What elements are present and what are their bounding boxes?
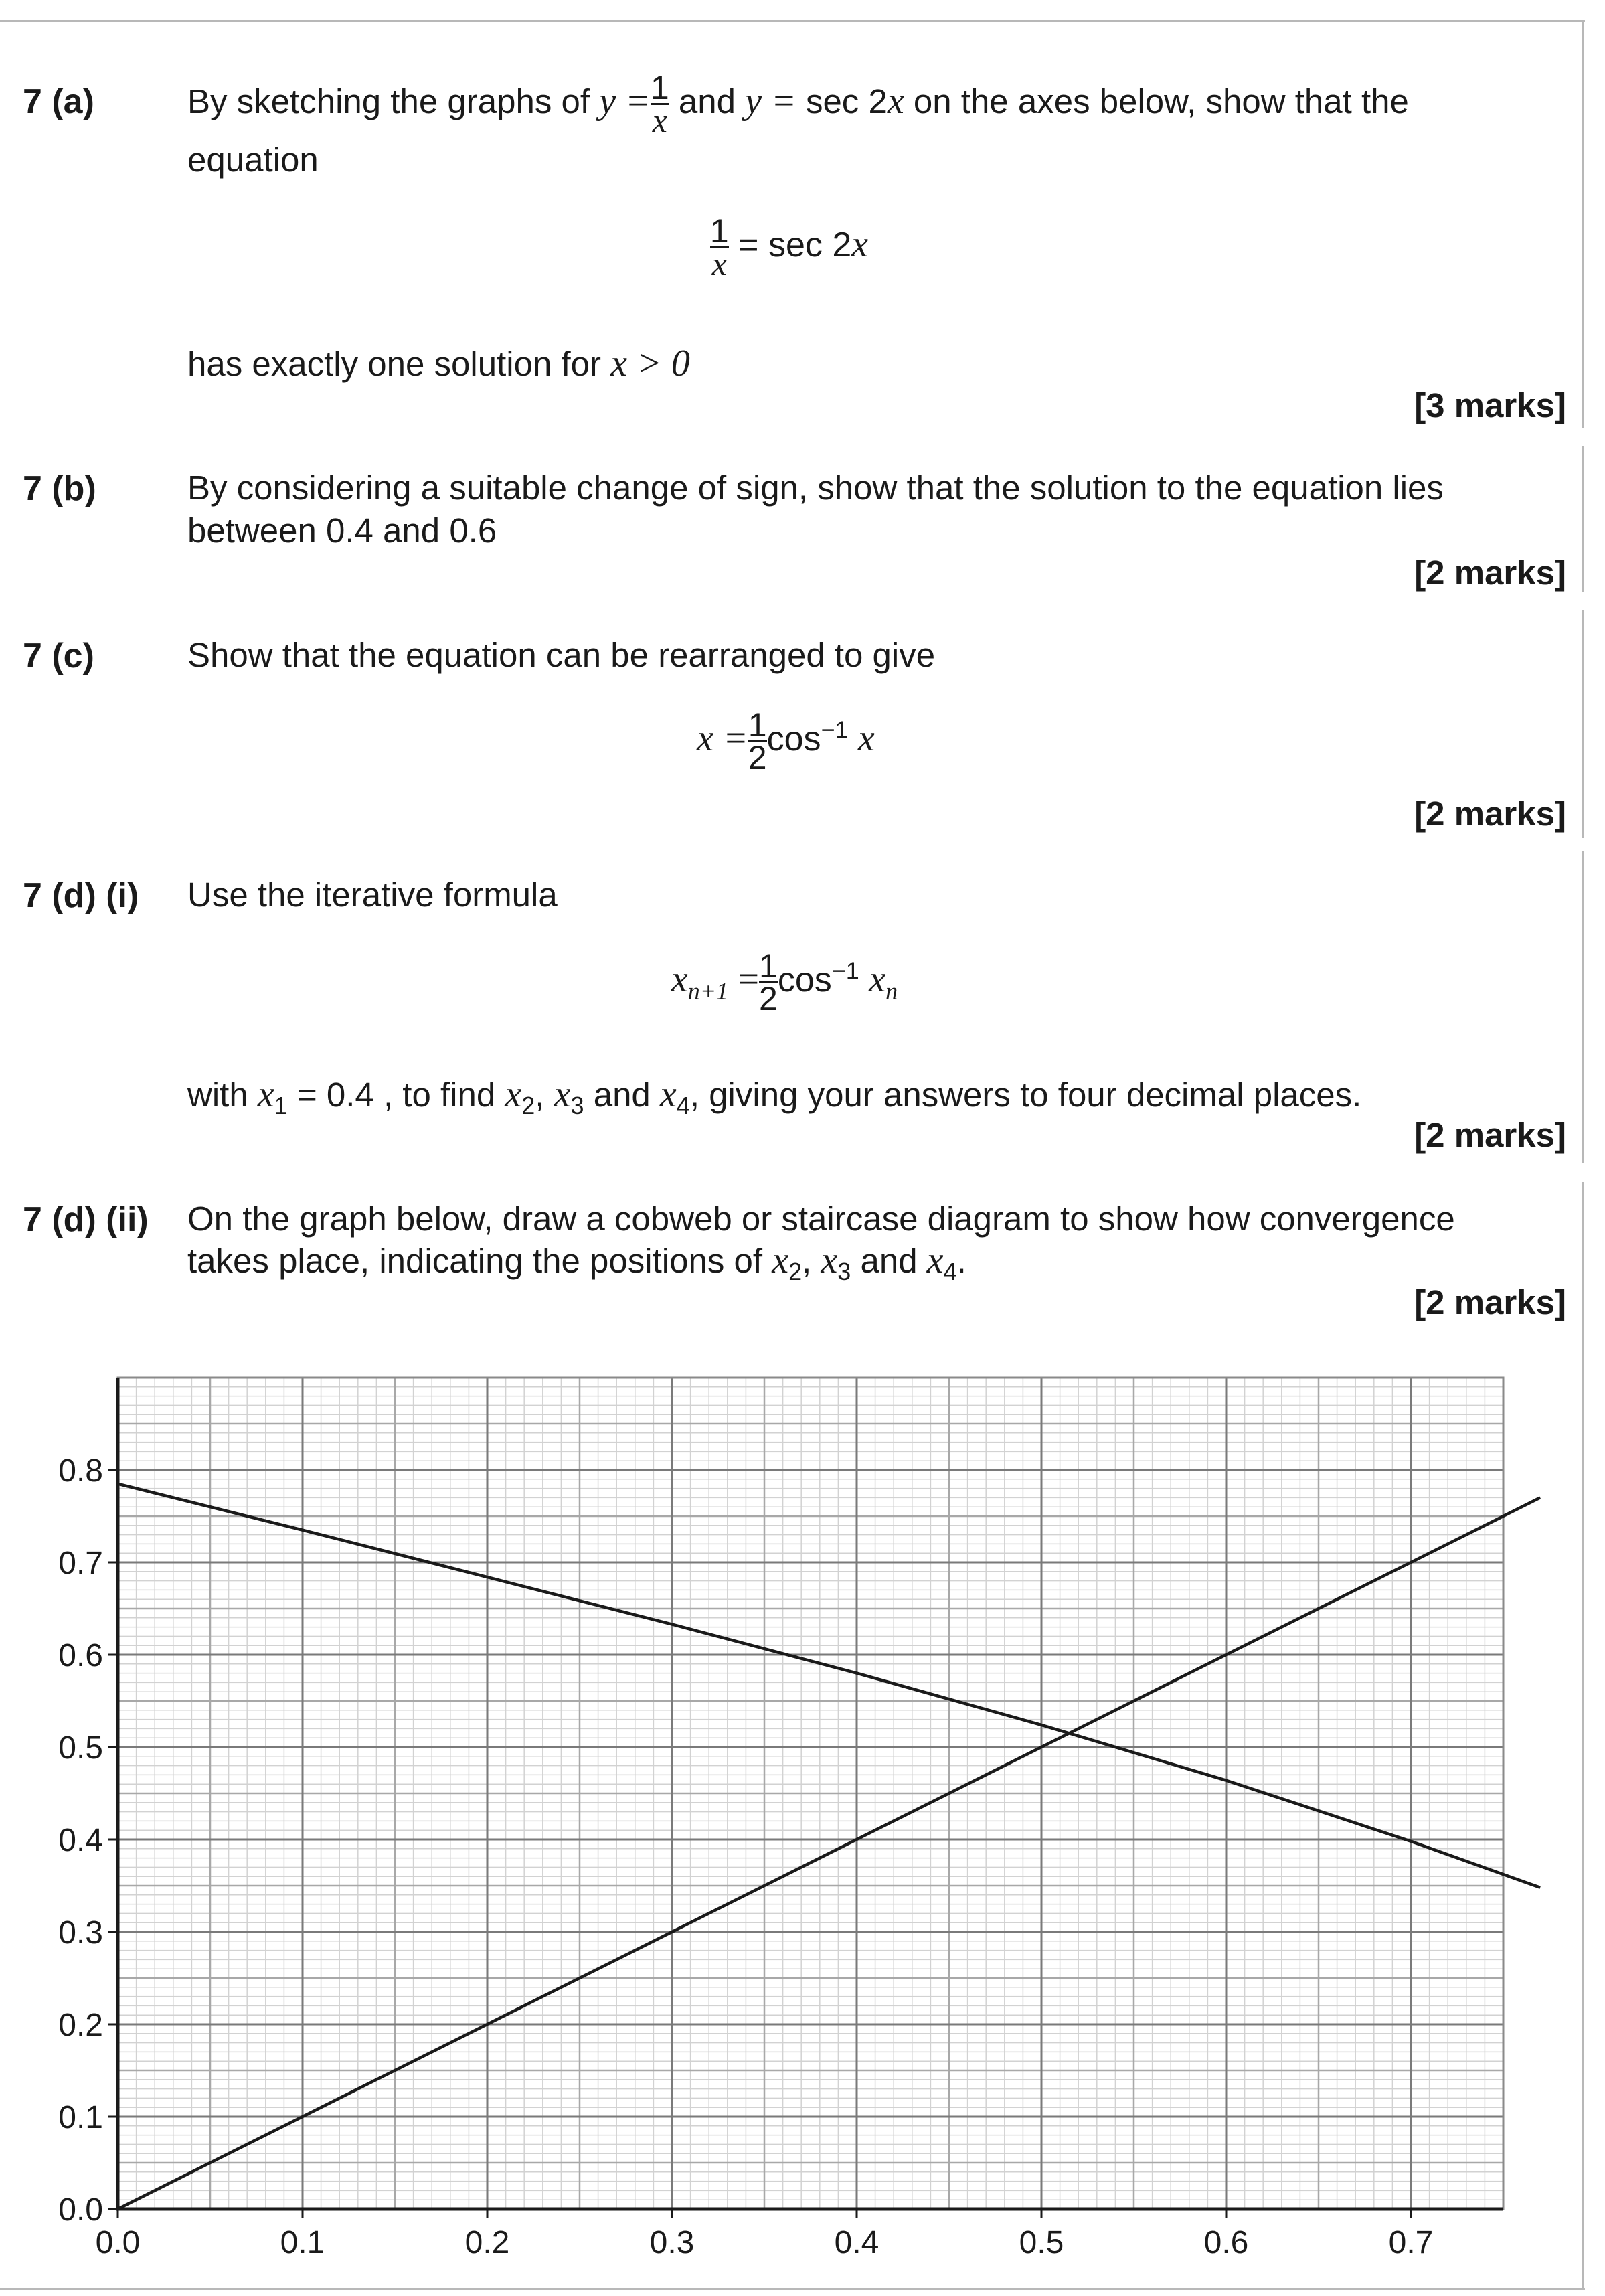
question-7c-line1: Show that the equation can be rearranged to give — [187, 636, 936, 674]
x-tick-label: 0.2 — [464, 2225, 510, 2261]
x-tick-label: 0.0 — [95, 2225, 141, 2261]
y-tick-label: 0.1 — [58, 2100, 103, 2135]
y-tick-label: 0.4 — [58, 1823, 103, 1858]
y-tick-label: 0.6 — [58, 1638, 103, 1673]
y-tick-label: 0.2 — [58, 2007, 103, 2043]
question-7b-line2: between 0.4 and 0.6 — [187, 511, 497, 550]
question-7dii-line2: takes place, indicating the positions of $x_2$, $x_3$ and $x_4$. — [187, 1240, 966, 1286]
marks-7a: [3 marks] — [1414, 386, 1566, 424]
marks-7di: [2 marks] — [1414, 1116, 1566, 1154]
series-line-decreasing — [118, 1484, 1540, 1888]
marks-7c: [2 marks] — [1414, 795, 1566, 833]
marks-7b: [2 marks] — [1414, 554, 1566, 592]
x-tick-label: 0.1 — [280, 2225, 325, 2261]
x-tick-label: 0.4 — [834, 2225, 879, 2261]
question-7a-line1: By sketching the graphs of y = $\frac{1}{x}$ and y = sec 2x on the axes below, show that the — [187, 69, 1409, 139]
grid-major-lines — [118, 1378, 1503, 2209]
equation-x-equals-half-arccos-x: x = $\frac{1}{2}$ $\cos^{-1} x$ — [697, 706, 875, 776]
question-label-7b: 7 (b) — [23, 469, 96, 508]
question-7dii-line1: On the graph below, draw a cobweb or staircase diagram to show how convergence — [187, 1200, 1455, 1238]
question-label-7di: 7 (d) (i) — [23, 876, 139, 915]
page-bottom-border — [0, 2288, 1585, 2290]
fraction-one-over-x: $\frac{1}{x}$ — [650, 69, 669, 139]
question-7di-line2: with $x_1 = 0.4$ , to find $x_2$, $x_3$ and $x_4$, giving your answers to four decimal places. — [187, 1074, 1362, 1120]
y-tick-label: 0.0 — [58, 2192, 103, 2228]
x-tick-label: 0.6 — [1203, 2225, 1249, 2261]
question-label-7c: 7 (c) — [23, 637, 94, 675]
question-7a-line2: equation — [187, 141, 319, 179]
question-7a-line3: has exactly one solution for x > 0 — [187, 343, 690, 384]
equation-1-over-x-equals-sec-2x: $\frac{1}{x}$ = sec 2x — [709, 212, 869, 282]
x-tick-label: 0.3 — [649, 2225, 695, 2261]
series-line-diagonal — [118, 1497, 1540, 2209]
question-label-7dii: 7 (d) (ii) — [23, 1200, 149, 1239]
chart-series — [118, 1484, 1540, 2209]
y-tick-label: 0.7 — [58, 1546, 103, 1581]
question-7b-line1: By considering a suitable change of sign, show that the solution to the equation lies — [187, 469, 1444, 507]
x-tick-label: 0.7 — [1388, 2225, 1434, 2261]
question-label-7a: 7 (a) — [23, 82, 94, 121]
question-7di-line1: Use the iterative formula — [187, 876, 558, 914]
marks-7dii: [2 marks] — [1414, 1283, 1566, 1321]
y-tick-label: 0.8 — [58, 1453, 103, 1489]
equation-iterative-formula: $x_{n+1}$ = $\frac{1}{2}$ $\cos^{-1} x_n$ — [671, 947, 898, 1017]
x-tick-label: 0.5 — [1019, 2225, 1064, 2261]
y-tick-label: 0.5 — [58, 1730, 103, 1766]
y-tick-label: 0.3 — [58, 1915, 103, 1951]
